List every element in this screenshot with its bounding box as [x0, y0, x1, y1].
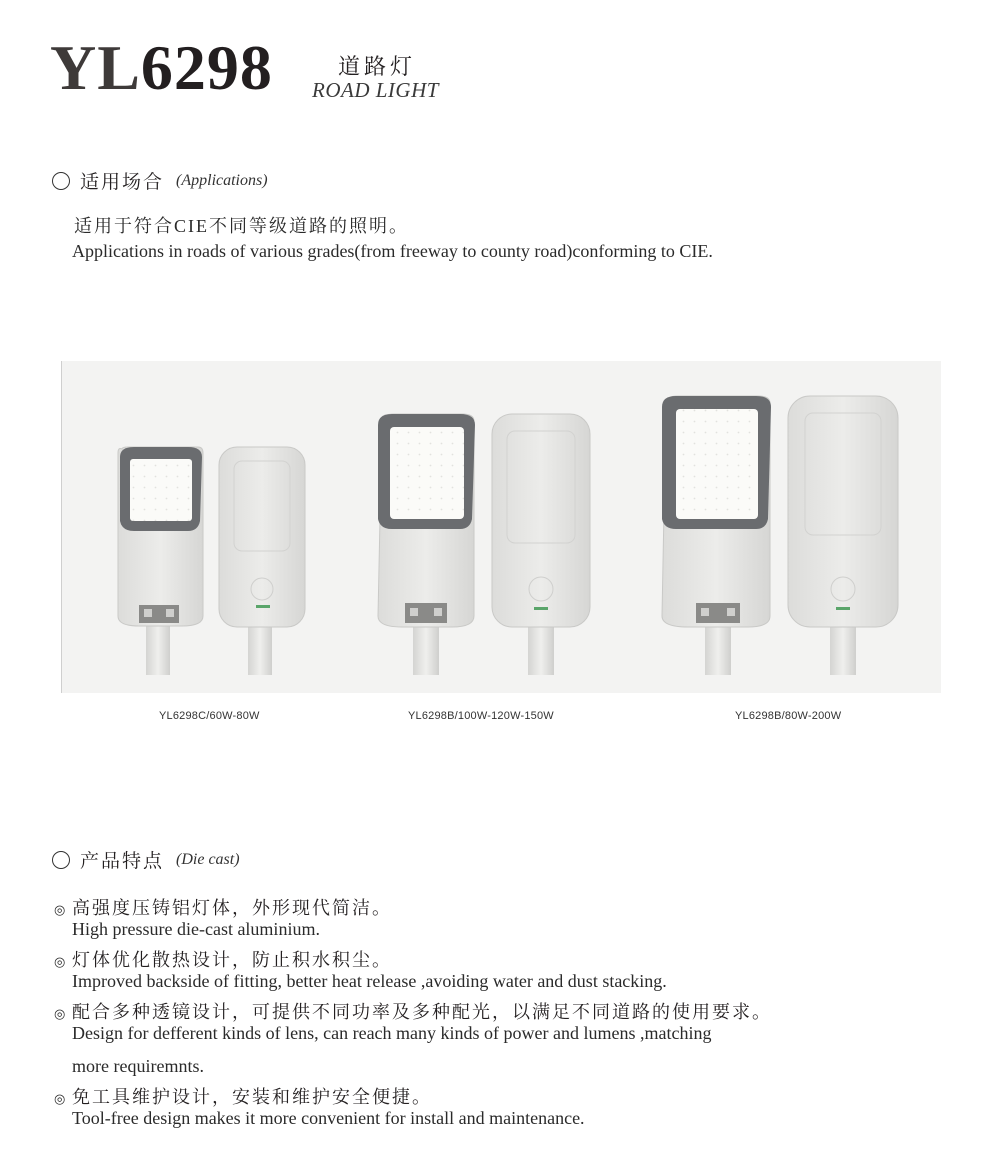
- circle-icon: [52, 172, 70, 190]
- feature-item-4-en: Tool-free design makes it more convenient for install and maintenance.: [72, 1108, 585, 1128]
- feature-item-1-cn: ◎ 高强度压铸铝灯体，外形现代简洁。: [54, 898, 392, 918]
- bullet-icon: ◎: [54, 1091, 66, 1106]
- title-chinese: 道路灯: [338, 54, 417, 79]
- applications-text-cn: 适用于符合CIE不同等级道路的照明。: [74, 216, 409, 236]
- product-caption-3: YL6298B/80W-200W: [735, 710, 842, 722]
- feature-item-3-en-line-2: more requiremnts.: [72, 1056, 204, 1076]
- features-heading-cn: 产品特点: [80, 851, 165, 872]
- luminaire-small-back: [219, 447, 305, 675]
- luminaire-medium-front: [378, 414, 475, 675]
- applications-text-en: Applications in roads of various grades(from freeway to county road)conforming to CIE.: [72, 241, 713, 261]
- luminaire-medium-back: [492, 414, 590, 675]
- model-number: YL6298: [50, 32, 273, 103]
- features-heading: [52, 846, 240, 873]
- feature-item-4-cn: ◎ 免工具维护设计，安装和维护安全便捷。: [54, 1087, 432, 1107]
- features-heading-en: (Die cast): [176, 850, 240, 868]
- luminaire-small-front: [118, 447, 203, 675]
- title-english: ROAD LIGHT: [312, 78, 439, 102]
- product-caption-1: YL6298C/60W-80W: [159, 710, 260, 722]
- bullet-icon: ◎: [54, 954, 66, 969]
- applications-heading: [52, 167, 268, 194]
- product-photo-panel: [61, 361, 941, 693]
- luminaire-large-back: [788, 396, 898, 675]
- bullet-icon: ◎: [54, 1006, 66, 1021]
- feature-item-3-cn: ◎ 配合多种透镜设计，可提供不同功率及多种配光，以满足不同道路的使用要求。: [54, 1002, 772, 1022]
- feature-item-2-en: Improved backside of fitting, better heat release ,avoiding water and dust stacking.: [72, 971, 667, 991]
- bullet-icon: ◎: [54, 902, 66, 917]
- product-illustration: [62, 361, 941, 693]
- product-caption-2: YL6298B/100W-120W-150W: [408, 710, 554, 722]
- circle-icon: [52, 851, 70, 869]
- luminaire-large-front: [662, 396, 771, 675]
- applications-heading-en: (Applications): [176, 171, 268, 189]
- feature-item-2-cn: ◎ 灯体优化散热设计，防止积水积尘。: [54, 950, 392, 970]
- applications-heading-cn: 适用场合: [80, 172, 165, 193]
- feature-item-1-en: High pressure die-cast aluminium.: [72, 919, 320, 939]
- feature-item-3-en-line-1: Design for defferent kinds of lens, can reach many kinds of power and lumens ,matching: [72, 1023, 712, 1043]
